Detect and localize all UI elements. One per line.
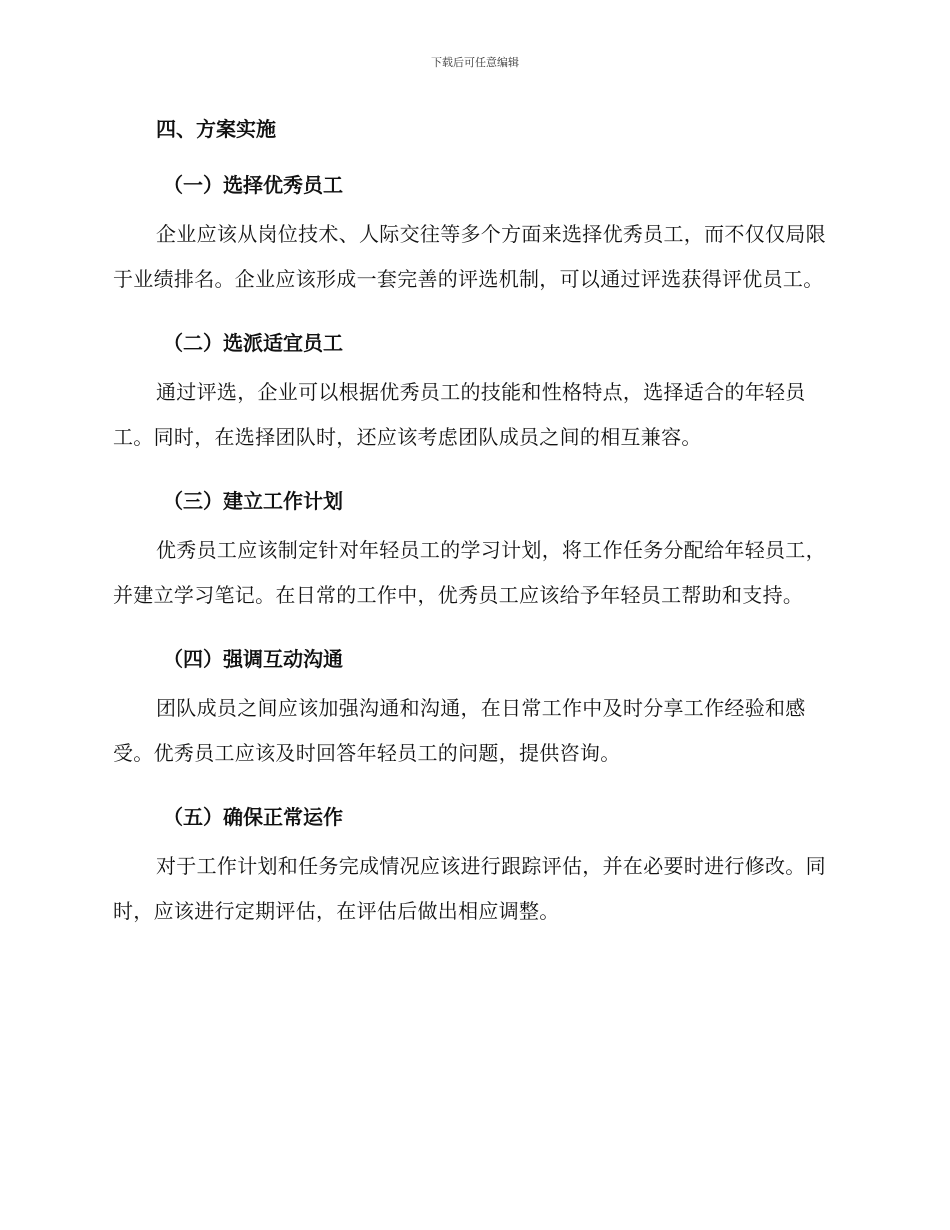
subsection-title-5: （五）确保正常运作: [163, 805, 343, 829]
section-title: 四、方案实施: [156, 117, 276, 141]
document-body: [113, 114, 833, 934]
subsection-title-1: （一）选择优秀员工: [163, 173, 343, 197]
subsection-paragraph-1: 企业应该从岗位技术、人际交往等多个方面来选择优秀员工，而不仅仅局限于业绩排名。企业应该形成一套完善的评选机制，可以通过评选获得评优员工。: [113, 222, 826, 291]
subsection-paragraph-5: 对于工作计划和任务完成情况应该进行跟踪评估，并在必要时进行修改。同时，应该进行定期评估，在评估后做出相应调整。: [113, 854, 826, 923]
subsection-paragraph-2: 通过评选，企业可以根据优秀员工的技能和性格特点，选择适合的年轻员工。同时，在选择团队时，还应该考虑团队成员之间的相互兼容。: [113, 380, 806, 449]
subsection-paragraph-3: 优秀员工应该制定针对年轻员工的学习计划，将工作任务分配给年轻员工，并建立学习笔记。在日常的工作中，优秀员工应该给予年轻员工帮助和支持。: [113, 538, 826, 607]
subsection-title-2: （二）选派适宜员工: [163, 331, 343, 355]
page-header: 下载后可任意编辑: [431, 56, 519, 69]
subsection-title-3: （三）建立工作计划: [163, 489, 343, 513]
subsection-title-4: （四）强调互动沟通: [163, 647, 343, 671]
subsection-paragraph-4: 团队成员之间应该加强沟通和沟通，在日常工作中及时分享工作经验和感受。优秀员工应该及时回答年轻员工的问题，提供咨询。: [113, 696, 806, 765]
